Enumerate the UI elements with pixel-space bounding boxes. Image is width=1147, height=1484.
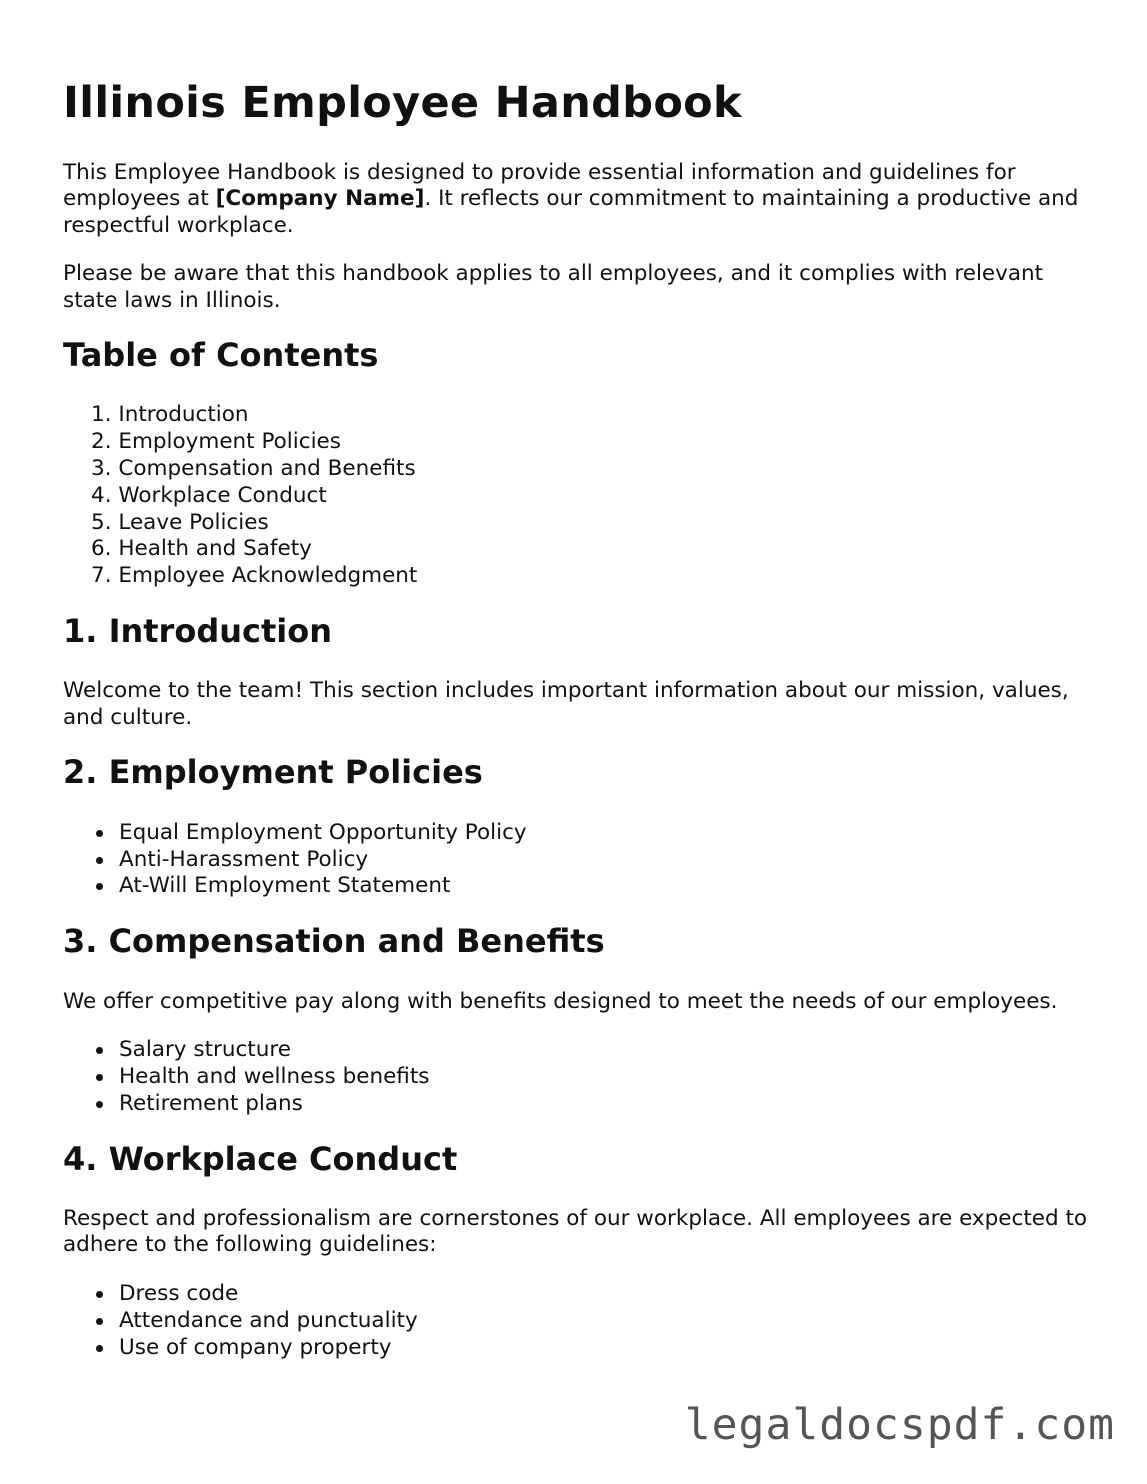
list-item: Salary structure [91, 1037, 1093, 1064]
toc-item: Compensation and Benefits [118, 456, 416, 482]
toc-item: Employee Acknowledgment [118, 563, 418, 589]
conduct-heading: 4. Workplace Conduct [63, 1139, 458, 1178]
employment-policies-list [63, 820, 1093, 900]
employment-policies-heading: 2. Employment Policies [63, 753, 483, 792]
intro-text-after: . It reflects our commitment to maintaining a productive and respectful workplace. [63, 186, 1079, 238]
toc-item: Workplace Conduct [118, 482, 327, 508]
list-item: Use of company property [91, 1335, 1093, 1362]
toc-item: Employment Policies [118, 429, 341, 455]
compensation-text: We offer competitive pay along with benefits designed to meet the needs of our employees. [63, 988, 1058, 1014]
document-title: Illinois Employee Handbook [63, 78, 742, 128]
toc-item: Health and Safety [118, 536, 312, 562]
toc-item: Introduction [118, 402, 249, 428]
list-item: At-Will Employment Statement [91, 873, 1093, 900]
list-item: Health and wellness benefits [91, 1064, 1093, 1091]
conduct-text: Respect and professionalism are cornerstones of our workplace. All employees are expected to adhere to the following guidelines: [63, 1205, 1088, 1258]
intro-paragraph [63, 160, 1093, 240]
watermark: legaldocspdf.com [684, 1400, 1115, 1450]
introduction-heading: 1. Introduction [63, 612, 332, 651]
toc-item: Leave Policies [118, 509, 269, 535]
toc-list [63, 402, 1093, 590]
compensation-list [63, 1037, 1093, 1117]
compensation-heading: 3. Compensation and Benefits [63, 922, 605, 961]
list-item: Retirement plans [91, 1091, 1093, 1118]
list-item: Anti-Harassment Policy [91, 847, 1093, 874]
list-item: Dress code [91, 1281, 1093, 1308]
list-item: Equal Employment Opportunity Policy [91, 820, 1093, 847]
list-item: Attendance and punctuality [91, 1308, 1093, 1335]
intro-text-before: This Employee Handbook is designed to provide essential information and guidelines for employees at [63, 159, 1016, 212]
company-name-placeholder: [Company Name] [215, 186, 425, 212]
toc-heading: Table of Contents [63, 336, 379, 375]
document-page [63, 78, 1093, 1383]
introduction-text: Welcome to the team! This section includes important information about our mission, values, and culture. [63, 678, 1069, 730]
conduct-list [63, 1281, 1093, 1361]
applicability-paragraph: Please be aware that this handbook applies to all employees, and it complies with relevant state laws in Illinois. [63, 261, 1044, 313]
